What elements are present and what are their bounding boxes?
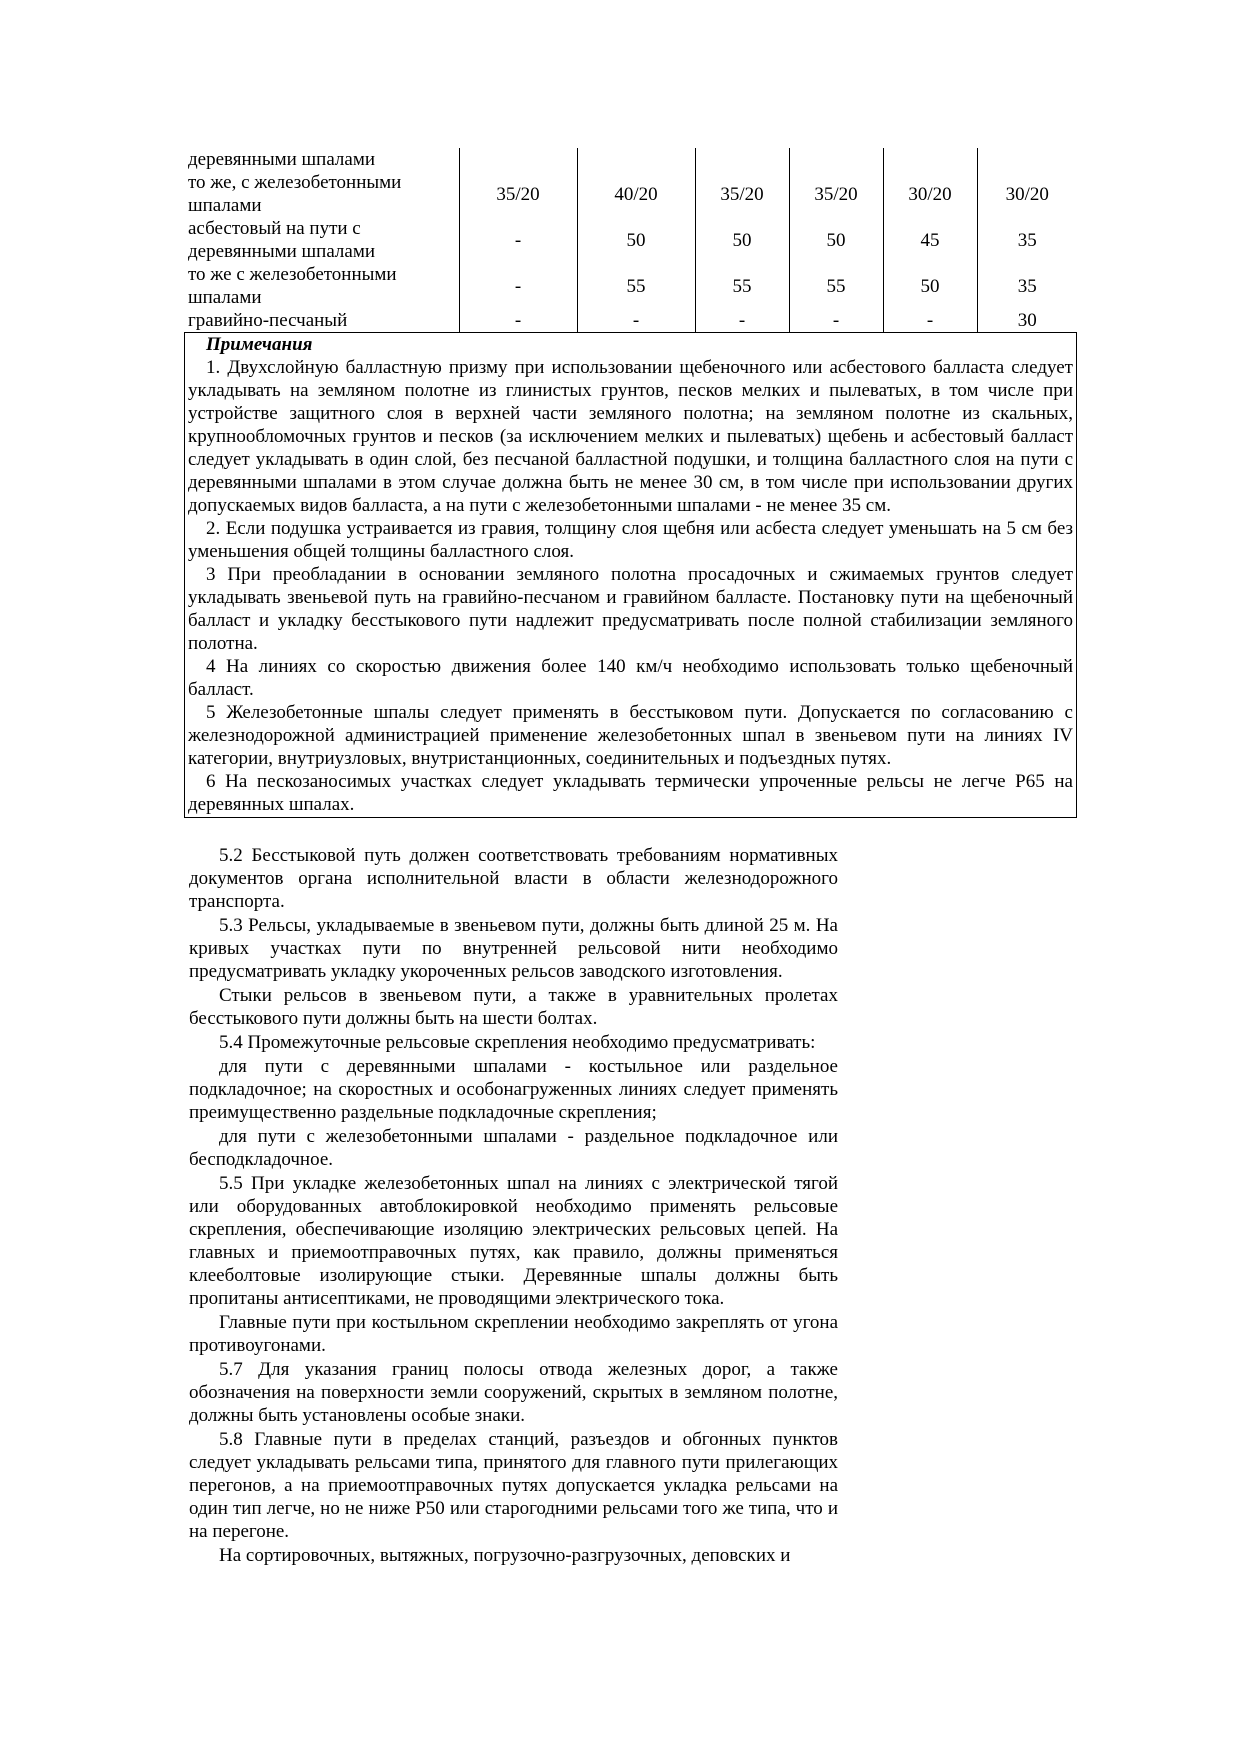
- table-cell: [977, 148, 1077, 171]
- table-cell: -: [459, 217, 577, 263]
- table-cell: 30/20: [883, 171, 977, 217]
- table-cell: 35/20: [789, 171, 883, 217]
- table-cell: 40/20: [577, 171, 695, 217]
- table-cell: [789, 148, 883, 171]
- table-cell: [695, 148, 789, 171]
- table-cell: -: [459, 309, 577, 333]
- table-cell: 35: [1017, 229, 1037, 251]
- table-row: [184, 309, 1077, 333]
- table-cell: 50: [577, 217, 695, 263]
- paragraph: Главные пути при костыльном скреплении необходимо закреплять от угона противоугонами.: [189, 1312, 838, 1356]
- note-item: 3 При преобладании в основании земляного полотна просадочных и сжимаемых грунтов следует укладывать звеньевой путь на гравийно-песчаном и гравийном балласте. Постановку пути на щебеночный балласт и укладку бесстыкового пути надлежит предусматривать после полной стабилизации земляного полотна.: [188, 564, 1073, 654]
- table-cell: 55: [789, 263, 883, 309]
- row-label: то же, с железобетонными шпалами: [184, 171, 459, 217]
- note-item: 1. Двухслойную балластную призму при использовании щебеночного или асбестового балласта следует укладывать на земляном полотне из глинистых грунтов, песков мелких и пылеватых, в том числе при устройстве защитного слоя в верхней части земляного полотна; на земляном полотне из скальных, крупнообломочных грунтов и песков (за исключением мелких и пылеватых) щебень и асбестовый балласт следует укладывать в один слой, без песчаной балластной подушки, и толщина балластного слоя на пути с деревянными шпалами в этом случае должна быть не менее 30 см, в том числе при использовании других допускаемых видов балласта, а на пути с железобетонными шпалами - не менее 35 см.: [188, 357, 1073, 516]
- table-row: [184, 263, 1077, 309]
- table-cell: -: [577, 309, 695, 333]
- table-row: [184, 171, 1077, 217]
- table-cell: 35/20: [695, 171, 789, 217]
- table-cell: [459, 148, 577, 171]
- table-cell: 50: [695, 217, 789, 263]
- paragraph: Стыки рельсов в звеньевом пути, а также в уравнительных пролетах бесстыкового пути должны быть на шести болтах.: [189, 985, 838, 1029]
- table-cell: -: [695, 309, 789, 333]
- table-cell: 35/20: [459, 171, 577, 217]
- notes-box: [184, 333, 1077, 818]
- row-label: гравийно-песчаный: [184, 309, 459, 333]
- note-item: 6 На пескозаносимых участках следует укладывать термически упроченные рельсы не легче Р65 на деревянных шпалах.: [188, 771, 1073, 815]
- paragraph: 5.4 Промежуточные рельсовые скрепления необходимо предусматривать:: [219, 1032, 816, 1053]
- paragraph: для пути с деревянными шпалами - костыльное или раздельное подкладочное; на скоростных и особонагруженных линиях следует применять преимущественно раздельные подкладочные скрепления;: [189, 1056, 838, 1123]
- paragraph: 5.2 Бесстыковой путь должен соответствовать требованиям нормативных документов органа исполнительной власти в области железнодорожного транспорта.: [189, 845, 838, 912]
- note-item: 4 На линиях со скоростью движения более 140 км/ч необходимо использовать только щебеночный балласт.: [188, 656, 1073, 700]
- table-cell: 45: [883, 217, 977, 263]
- notes-title: Примечания: [206, 334, 313, 355]
- table-cell: 30: [977, 309, 1077, 333]
- paragraph: 5.5 При укладке железобетонных шпал на линиях с электрической тягой или оборудованных автоблокировкой необходимо применять рельсовые скрепления, обеспечивающие изоляцию электрических рельсовых цепей. На главных и приемоотправочных путях, как правило, должны применяться клееболтовые изолирующие стыки. Деревянные шпалы должны быть пропитаны антисептиками, не проводящими электрического тока.: [189, 1173, 838, 1309]
- table-cell: 35: [1017, 275, 1037, 297]
- table-cell: 55: [577, 263, 695, 309]
- table-cell: -: [883, 309, 977, 333]
- note-item: 2. Если подушка устраивается из гравия, толщину слоя щебня или асбеста следует уменьшать на 5 см без уменьшения общей толщины балластного слоя.: [188, 518, 1073, 562]
- row-label: то же с железобетонными шпалами: [184, 263, 459, 309]
- table-row: [184, 148, 1077, 171]
- table-cell: [577, 148, 695, 171]
- paragraph: 5.8 Главные пути в пределах станций, разъездов и обгонных пунктов следует укладывать рельсами типа, принятого для главного пути прилегающих перегонов, а на приемоотправочных путях допускается укладка рельсами на один тип легче, но не ниже Р50 или старогодними рельсами того же типа, что и на перегоне.: [189, 1429, 838, 1542]
- paragraph: для пути с железобетонными шпалами - раздельное подкладочное или бесподкладочное.: [189, 1126, 838, 1170]
- row-label: деревянными шпалами: [184, 148, 459, 171]
- table-cell: 55: [695, 263, 789, 309]
- paragraph: 5.3 Рельсы, укладываемые в звеньевом пути, должны быть длиной 25 м. На кривых участках пути по внутренней рельсовой нити необходимо предусматривать укладку укороченных рельсов заводского изготовления.: [189, 915, 838, 982]
- table-cell: -: [459, 263, 577, 309]
- table-row: [184, 217, 1077, 263]
- table-cell: -: [789, 309, 883, 333]
- table-cell: 50: [789, 217, 883, 263]
- paragraph: На сортировочных, вытяжных, погрузочно-разгрузочных, деповских и: [219, 1545, 791, 1566]
- row-label: асбестовый на пути с деревянными шпалами: [184, 217, 459, 263]
- paragraph: 5.7 Для указания границ полосы отвода железных дорог, а также обозначения на поверхности земли сооружений, скрытых в земляном полотне, должны быть установлены особые знаки.: [189, 1359, 838, 1426]
- note-item: 5 Железобетонные шпалы следует применять в бесстыковом пути. Допускается по согласованию с железнодорожной администрацией применение железобетонных шпал в звеньевом пути на линиях IV категории, внутриузловых, внутристанционных, соединительных и подъездных путях.: [188, 702, 1073, 769]
- table-cell: 50: [883, 263, 977, 309]
- ballast-table: [184, 148, 1077, 333]
- table-cell: [883, 148, 977, 171]
- table-cell: 30/20: [1005, 183, 1049, 205]
- body-text: [189, 844, 838, 1567]
